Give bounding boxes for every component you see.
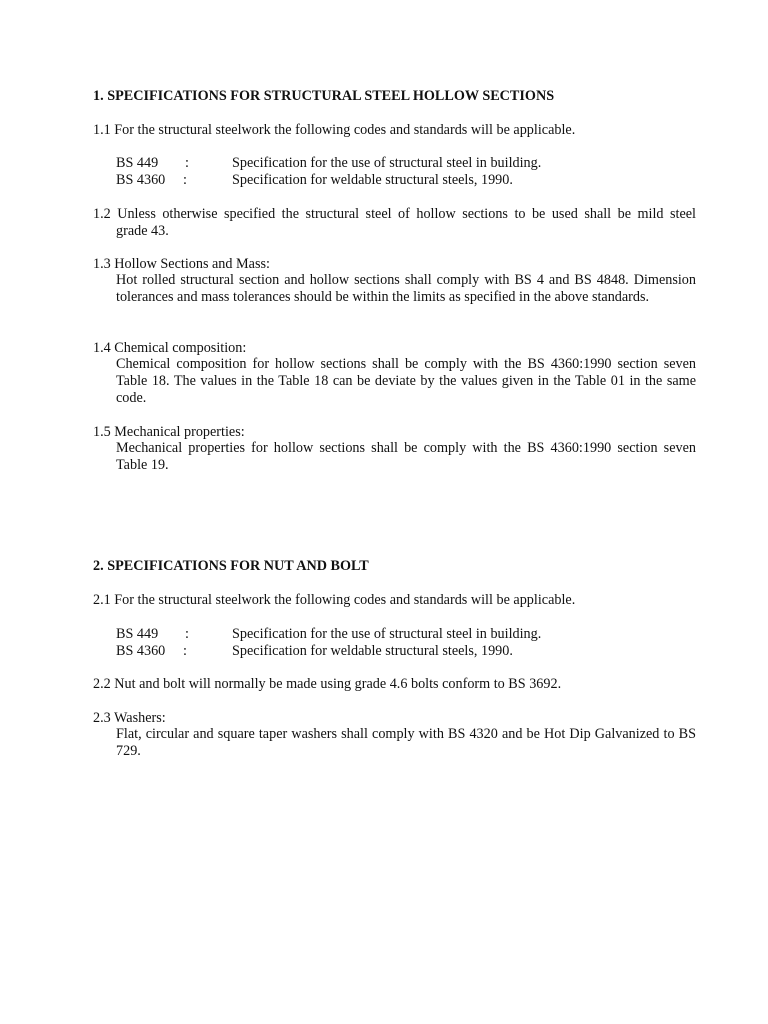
- section-2-heading: 2. SPECIFICATIONS FOR NUT AND BOLT: [93, 558, 369, 574]
- code-bs4360-description: Specification for weldable structural steels, 1990.: [232, 643, 513, 659]
- item-2-3-body: Flat, circular and square taper washers shall comply with BS 4320 and be Hot Dip Galvanized to BS 729.: [116, 726, 696, 759]
- code-bs449-description: Specification for the use of structural steel in building.: [232, 155, 542, 171]
- code-separator: :: [183, 643, 187, 659]
- section-1-heading: 1. SPECIFICATIONS FOR STRUCTURAL STEEL HOLLOW SECTIONS: [93, 88, 555, 104]
- item-2-3-title: 2.3 Washers:: [93, 710, 166, 726]
- item-1-2-line2: grade 43.: [116, 223, 169, 239]
- code-bs4360-description: Specification for weldable structural steels, 1990.: [232, 172, 513, 188]
- item-1-4-title: 1.4 Chemical composition:: [93, 340, 247, 356]
- item-1-3-title: 1.3 Hollow Sections and Mass:: [93, 256, 270, 272]
- code-separator: :: [185, 155, 189, 171]
- code-separator: :: [183, 172, 187, 188]
- item-1-5-body: Mechanical properties for hollow sections shall be comply with the BS 4360:1990 section seven Table 19.: [116, 440, 696, 473]
- item-2-1: 2.1 For the structural steelwork the following codes and standards will be applicable.: [93, 592, 576, 608]
- code-bs449-label: BS 449: [116, 155, 159, 171]
- code-bs4360-label: BS 4360: [116, 643, 166, 659]
- code-bs4360-label: BS 4360: [116, 172, 166, 188]
- code-separator: :: [185, 626, 189, 642]
- code-bs449-description: Specification for the use of structural steel in building.: [232, 626, 542, 642]
- item-1-2-line1: 1.2 Unless otherwise specified the structural steel of hollow sections to be used shall be mild steel: [93, 206, 696, 222]
- item-1-1: 1.1 For the structural steelwork the following codes and standards will be applicable.: [93, 122, 576, 138]
- item-1-3-body: Hot rolled structural section and hollow sections shall comply with BS 4 and BS 4848. Dimension tolerances and mass tolerances should be within the limits as specified in the above standards.: [116, 272, 696, 305]
- item-1-4-body: Chemical composition for hollow sections shall be comply with the BS 4360:1990 section seven Table 18. The values in the Table 18 can be deviate by the values given in the Table 01 in the same code.: [116, 356, 696, 406]
- code-bs449-label: BS 449: [116, 626, 159, 642]
- item-1-5-title: 1.5 Mechanical properties:: [93, 424, 245, 440]
- item-2-2: 2.2 Nut and bolt will normally be made using grade 4.6 bolts conform to BS 3692.: [93, 676, 562, 692]
